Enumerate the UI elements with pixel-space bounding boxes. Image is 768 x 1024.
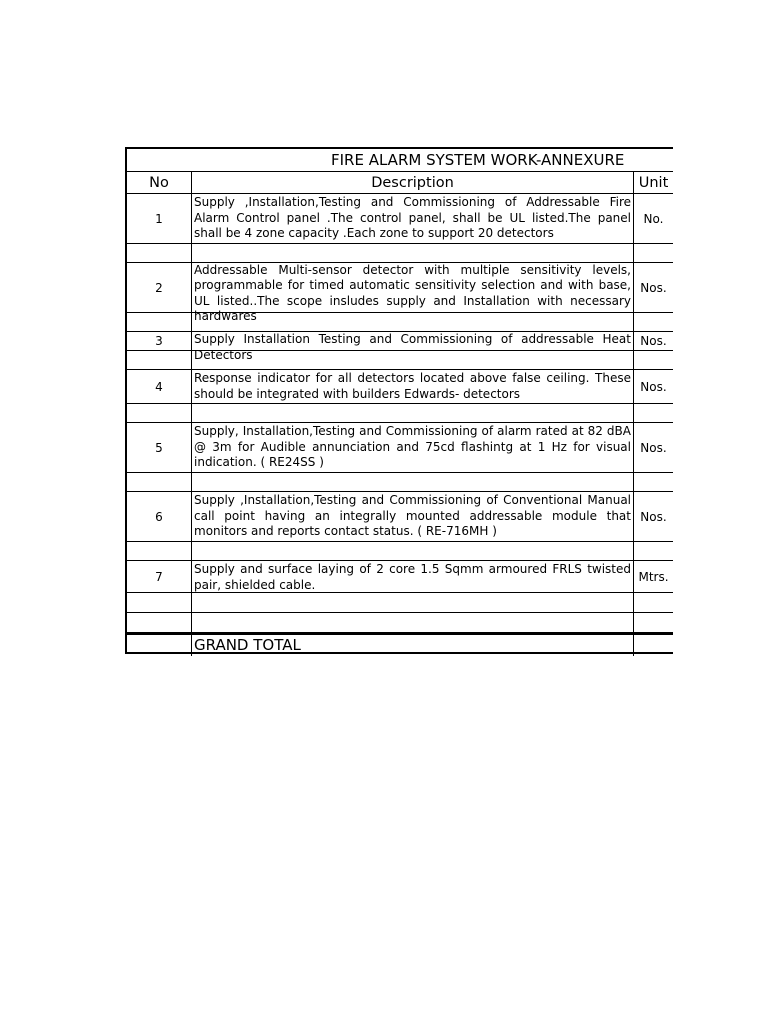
header-unit: Unit [634, 172, 673, 194]
table-row [127, 332, 673, 362]
header-row [127, 172, 673, 194]
table-row [127, 194, 673, 244]
item-number: 3 [127, 332, 192, 351]
table-row [127, 561, 673, 593]
item-unit: Nos. [634, 332, 673, 351]
item-description: Addressable Multi-sensor detector with multiple sensitivity levels, programmable for timed automatic sensitivity selection and with base, UL listed..The scope insludes supply and Installation with necessary hardwares [192, 263, 634, 313]
spacer-row [127, 613, 673, 633]
item-description: Response indicator for all detectors located above false ceiling. These should be integrated with builders Edwards- detectors [192, 370, 634, 404]
item-number: 1 [127, 194, 192, 244]
spacer-row [127, 313, 673, 332]
item-unit: Nos. [634, 263, 673, 313]
spacer-row [127, 593, 673, 613]
spacer-row [127, 244, 673, 263]
grand-total-label: GRAND TOTAL [192, 635, 634, 656]
item-number: 7 [127, 561, 192, 593]
grand-total-row [127, 633, 673, 656]
item-number: 4 [127, 370, 192, 404]
item-description: Supply Installation Testing and Commissioning of addressable Heat Detectors [192, 332, 634, 351]
table-row [127, 423, 673, 473]
item-unit: Nos. [634, 492, 673, 542]
table-title: FIRE ALARM SYSTEM WORK-ANNEXURE [127, 149, 673, 172]
spacer-row [127, 404, 673, 423]
header-no: No [127, 172, 192, 194]
item-description: Supply, Installation,Testing and Commissioning of alarm rated at 82 dBA @ 3m for Audible annunciation and 75cd flashintg at 1 Hz for visual indication. ( RE24SS ) [192, 423, 634, 473]
item-description: Supply ,Installation,Testing and Commissioning of Addressable Fire Alarm Control panel .The control panel, shall be UL listed.The panel shall be 4 zone capacity .Each zone to support 20 detectors [192, 194, 634, 244]
item-number: 6 [127, 492, 192, 542]
table-row [127, 370, 673, 404]
title-row [127, 149, 673, 172]
item-description: Supply ,Installation,Testing and Commissioning of Conventional Manual call point having an integrally mounted addressable module that monitors and reports contact status. ( RE-716MH ) [192, 492, 634, 542]
item-unit: Mtrs. [634, 561, 673, 593]
spacer-row [127, 542, 673, 561]
item-number: 2 [127, 263, 192, 313]
item-description: Supply and surface laying of 2 core 1.5 Sqmm armoured FRLS twisted pair, shielded cable. [192, 561, 634, 593]
spacer-row [127, 473, 673, 492]
table-row [127, 492, 673, 542]
item-unit: Nos. [634, 423, 673, 473]
item-number: 5 [127, 423, 192, 473]
table-row [127, 263, 673, 323]
boq-table [125, 147, 673, 654]
item-unit: Nos. [634, 370, 673, 404]
item-unit: No. [634, 194, 673, 244]
header-description: Description [192, 172, 634, 194]
